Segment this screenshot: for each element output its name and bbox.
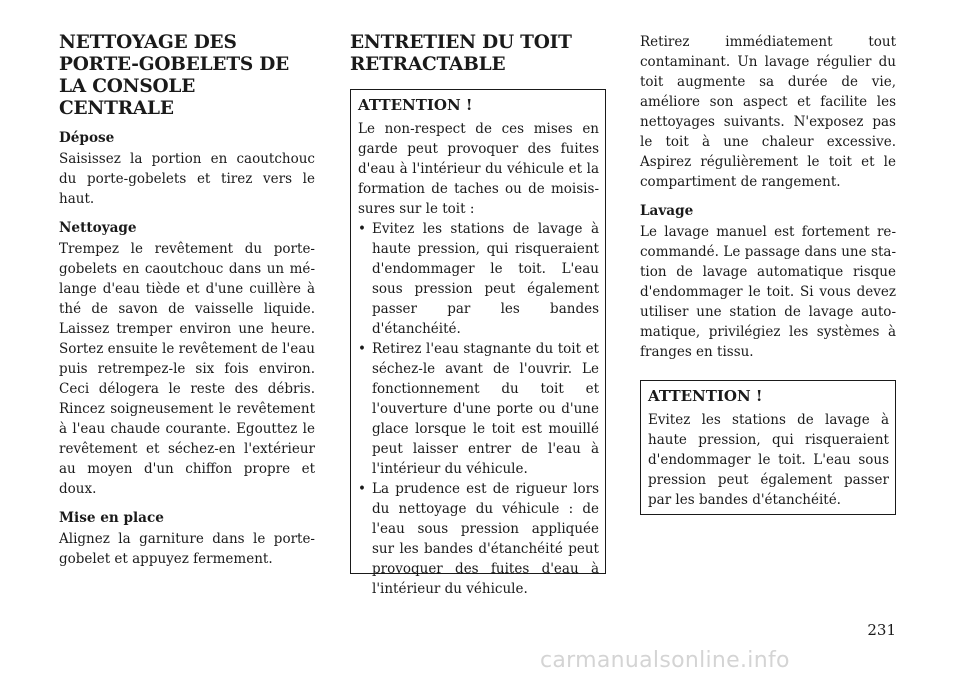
warning-list — [358, 219, 599, 599]
cleaning-heading: Nettoyage — [59, 220, 137, 236]
warning-text: Evitez les stations de lavage à haute pression, qui risqueraient d'endommager le toit. L'eau sous pression peut également passer par les bandes d'étanchéité. — [648, 412, 889, 508]
installation-heading: Mise en place — [59, 510, 164, 526]
warning-item: • Evitez les stations de lavage à haute pression, qui risqueraient d'endommager le toit. L'eau sous pression peut également passer par les bandes d'étanchéité. — [358, 219, 599, 339]
warning-item: • La prudence est de rigueur lors du nettoyage du véhicule : de l'eau sous pression appliquée sur les bandes d'étanchéité peut provoquer des fuites d'eau à l'intérieur du véhicule. — [358, 479, 599, 599]
right-column — [640, 32, 896, 515]
installation-text: Alignez la garniture dans le porte-gobelet et appuyez fermement. — [59, 531, 315, 567]
page-number: 231 — [867, 621, 896, 639]
warning-title: ATTENTION ! — [648, 387, 763, 405]
warning-title: ATTENTION ! — [358, 96, 473, 114]
cupholder-cleaning-title: NETTOYAGE DES PORTE-GOBELETS DE LA CONSOLE CENTRALE — [59, 32, 290, 119]
removal-heading: Dépose — [59, 130, 115, 146]
warning-intro: Le non-respect de ces mises en garde peut provoquer des fuites d'eau à l'intérieur du véhicule et la formation de taches ou de moisissures sur le toit : — [358, 121, 599, 217]
washing-warning-box — [640, 380, 896, 515]
washing-text: Le lavage manuel est fortement recommandé. Le passage dans une station de lavage automatique risque d'endommager le toit. Si vous devez utiliser une station de lavage automatique, privilégiez les systèmes à franges en tissu. — [640, 224, 896, 360]
middle-column — [350, 32, 606, 597]
roof-maintenance-title: ENTRETIEN DU TOIT RETRACTABLE — [350, 32, 572, 75]
cleaning-text: Trempez le revêtement du porte-gobelets en caoutchouc dans un mélange d'eau tiède et d'une cuillère à thé de savon de vaisselle liquide. Laissez tremper environ une heure. Sortez ensuite le revêtement de l'eau puis retrempez-le six fois environ. Ceci délogera le reste des débris. Rincez soigneusement le revêtement à l'eau chaude courante. Egouttez le revêtement et séchez-en l'extérieur au moyen d'un chiffon propre et doux. — [59, 241, 315, 497]
washing-heading: Lavage — [640, 203, 694, 219]
watermark: carmanualsonline.info — [540, 648, 790, 673]
roof-care-text: Retirez immédiatement tout contaminant. Un lavage régulier du toit augmente sa durée de vie, améliore son aspect et facilite les nettoyages suivants. N'exposez pas le toit à une chaleur excessive. Aspirez régulièrement le toit et le compartiment de rangement. — [640, 34, 896, 190]
left-column — [59, 32, 315, 569]
warning-item: • Retirez l'eau stagnante du toit et séchez-le avant de l'ouvrir. Le fonctionnement du toit et l'ouverture d'une porte ou d'une glace lorsque le toit est mouillé peut laisser entrer de l'eau à l'intérieur du véhicule. — [358, 339, 599, 479]
removal-text: Saisissez la portion en caoutchouc du porte-gobelets et tirez vers le haut. — [59, 151, 315, 207]
roof-warning-box — [350, 89, 606, 597]
